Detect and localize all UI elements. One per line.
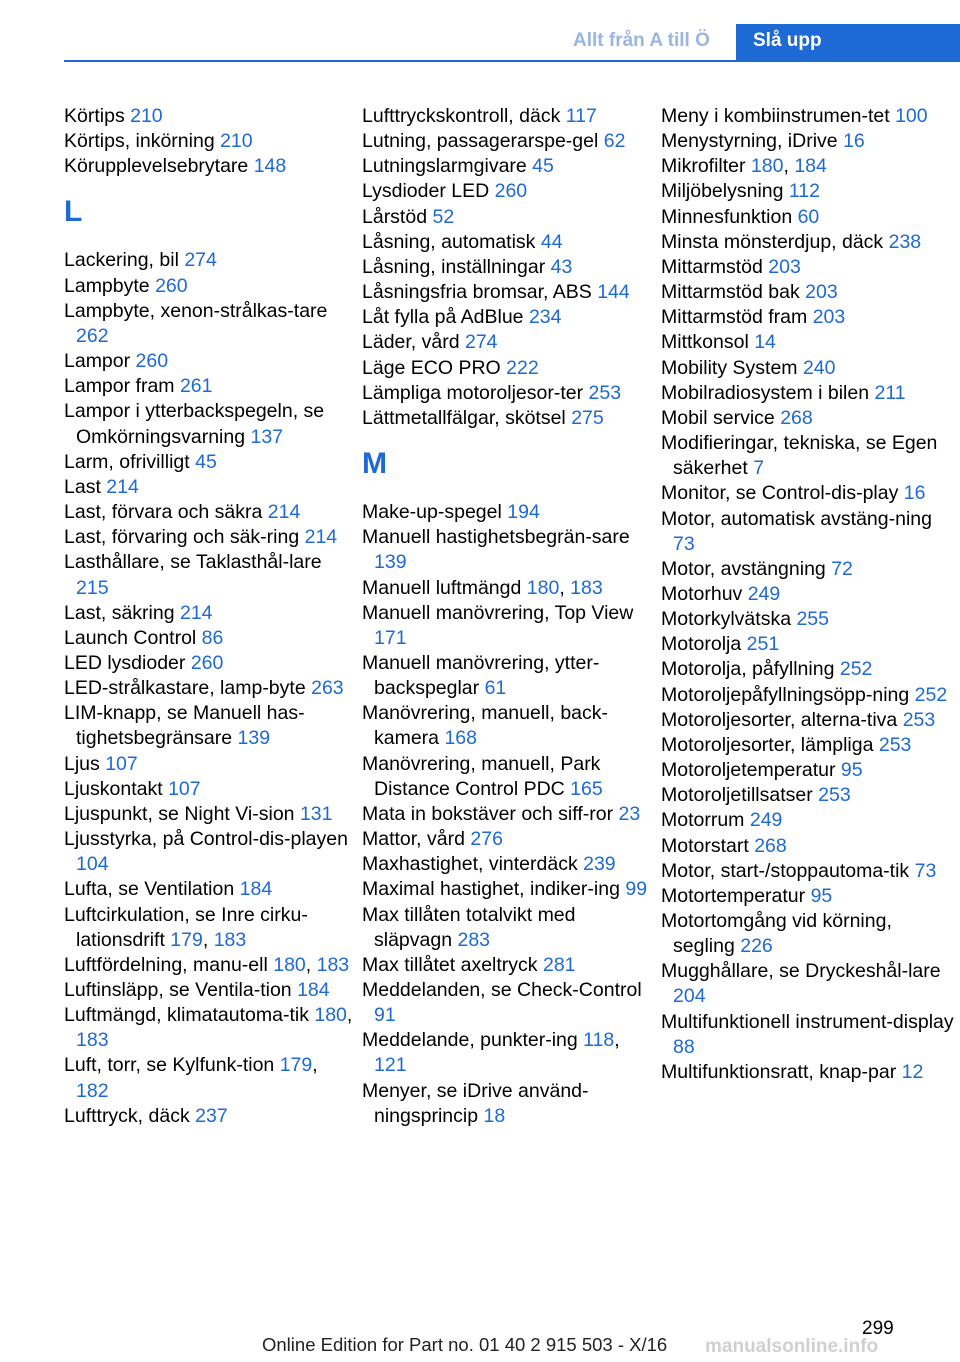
index-entry <box>661 481 957 506</box>
index-entry <box>362 330 652 355</box>
page-link[interactable]: 73 <box>914 859 937 882</box>
index-term: Launch Control <box>64 626 202 649</box>
index-term: Last, förvara och säkra <box>64 501 268 524</box>
index-entry <box>661 381 957 406</box>
index-entry <box>362 280 652 305</box>
page-link[interactable]: 274 <box>464 331 498 354</box>
index-entry <box>661 708 957 733</box>
index-entry <box>362 255 652 280</box>
index-term: Lättmetallfälgar, skötsel <box>362 406 572 429</box>
index-term: Mugghållare, se Dryckeshål-lare <box>661 960 941 983</box>
index-term: Last, förvaring och säk-ring <box>64 526 305 549</box>
page-link[interactable]: 60 <box>797 205 820 228</box>
page-link[interactable]: 253 <box>588 381 622 404</box>
index-entry <box>64 525 354 550</box>
page-link[interactable]: 260 <box>155 274 188 297</box>
page-link[interactable]: 121 <box>374 1054 407 1077</box>
index-term: Mittarmstöd bak <box>661 281 806 304</box>
index-entry <box>661 733 957 758</box>
page-link[interactable]: 210 <box>220 130 253 153</box>
index-term: Motortomgång vid körning, segling <box>661 910 892 958</box>
page-link[interactable]: 274 <box>184 249 217 272</box>
section-tab[interactable]: Allt från A till Ö <box>573 30 710 51</box>
page-link[interactable]: 239 <box>583 853 616 876</box>
index-term: LED lysdioder <box>64 651 191 674</box>
index-entry <box>64 601 354 626</box>
index-term: Manuell luftmängd <box>362 576 527 599</box>
page-header <box>0 0 960 64</box>
index-entry <box>362 500 652 525</box>
index-term: Läge ECO PRO <box>362 356 507 379</box>
page-link[interactable]: 226 <box>740 935 773 958</box>
page-link[interactable]: 88 <box>673 1035 695 1058</box>
index-entry <box>661 255 957 280</box>
index-entry <box>64 349 354 374</box>
page-link[interactable]: 249 <box>749 809 783 832</box>
page-link[interactable]: 168 <box>444 727 477 750</box>
page-link[interactable]: 251 <box>746 633 780 656</box>
index-term: Luftfördelning, manu-ell <box>64 953 274 976</box>
index-entry <box>362 381 652 406</box>
index-term: Motoroljepåfyllningsöpp-ning <box>661 683 915 706</box>
index-term: Lufttryckskontroll, däck <box>362 105 566 127</box>
index-term: Lufttryck, däck <box>64 1104 196 1127</box>
index-term: Mikrofilter <box>661 155 751 178</box>
index-entry <box>661 859 957 884</box>
index-term: Motorkylvätska <box>661 608 797 631</box>
index-entry <box>661 330 957 355</box>
page-link[interactable]: 283 <box>457 928 491 951</box>
index-term: Menystyrning, iDrive <box>661 130 844 153</box>
index-entry <box>362 978 652 1028</box>
index-term: Manövrering, manuell, back-kamera <box>362 702 609 750</box>
page-link[interactable]: 215 <box>76 576 109 599</box>
index-entry <box>661 909 957 959</box>
page-link[interactable]: 148 <box>253 155 287 178</box>
index-entry <box>661 230 957 255</box>
page-link[interactable]: 112 <box>788 180 820 203</box>
page-number: 299 <box>862 1318 894 1339</box>
index-entry <box>64 877 354 902</box>
page-link[interactable]: 180 <box>750 155 784 178</box>
index-entry <box>362 525 652 575</box>
index-entry <box>64 701 354 751</box>
index-entry <box>362 953 652 978</box>
page-link[interactable]: 183 <box>570 576 603 599</box>
index-term: Låt fylla på AdBlue <box>362 306 529 329</box>
page-link[interactable]: 253 <box>878 733 912 756</box>
index-entry <box>362 651 652 701</box>
index-term: Lampor i ytterbackspegeln, se Omkörningsvarning <box>64 400 325 448</box>
page-link[interactable]: 139 <box>237 727 271 750</box>
page-link[interactable]: 183 <box>213 928 247 951</box>
page-link[interactable]: 107 <box>168 777 201 800</box>
index-entry <box>64 104 354 129</box>
index-term: Lasthållare, se Taklasthål-lare <box>64 551 322 574</box>
index-entry <box>661 406 957 431</box>
index-column-3 <box>661 104 957 1085</box>
index-term: Luftcirkulation, se Inre cirku-lationsdrift <box>64 903 308 951</box>
index-entry <box>64 399 354 449</box>
index-entry <box>661 808 957 833</box>
page-link[interactable]: 260 <box>135 350 169 373</box>
index-column-2 <box>362 104 652 1129</box>
page-link[interactable]: 171 <box>374 626 407 649</box>
index-term: Lufta, se Ventilation <box>64 878 240 901</box>
page-link[interactable]: 45 <box>532 155 554 178</box>
index-entry: Luftmängd, klimatautoma-tik 180, 183 <box>64 1004 353 1052</box>
page-link[interactable]: 23 <box>618 802 641 825</box>
index-entry <box>362 802 652 827</box>
page-link[interactable]: 107 <box>105 752 138 775</box>
index-entry <box>362 406 652 431</box>
page-link[interactable]: 184 <box>297 979 330 1001</box>
page-link[interactable]: 210 <box>130 105 163 127</box>
index-entry <box>362 305 652 330</box>
index-entry <box>64 450 354 475</box>
lookup-tab[interactable]: Slå upp <box>736 24 960 61</box>
index-term: Låsning, inställningar <box>362 255 551 278</box>
index-entry <box>661 582 957 607</box>
index-term: Motoroljetillsatser <box>661 784 819 807</box>
page-link[interactable]: 117 <box>565 105 597 127</box>
index-entry <box>661 632 957 657</box>
page-link[interactable]: 203 <box>805 281 838 304</box>
index-term: Luftinsläpp, se Ventila-tion <box>64 979 298 1001</box>
index-entry <box>362 852 652 877</box>
page-link[interactable]: 211 <box>874 381 906 404</box>
watermark: manualsonline.info <box>705 1336 879 1357</box>
index-term: Meny i kombiinstrumen-tet <box>661 105 896 127</box>
index-entry <box>661 280 957 305</box>
page-link[interactable]: 73 <box>673 532 695 555</box>
index-entry <box>64 154 354 179</box>
page-link[interactable]: 268 <box>754 834 787 857</box>
page-link[interactable]: 104 <box>76 853 109 876</box>
index-entry <box>362 752 652 802</box>
index-entry <box>661 129 957 154</box>
index-entry <box>362 104 652 129</box>
index-entry <box>362 827 652 852</box>
index-entry <box>661 557 957 582</box>
index-entry <box>362 1079 652 1129</box>
index-term: Motortemperatur <box>661 884 811 907</box>
index-entry <box>64 550 354 600</box>
index-term: Menyer, se iDrive använd-ningsprincip <box>362 1079 589 1127</box>
page-link[interactable]: 44 <box>540 230 563 253</box>
index-term: Läder, vård <box>362 331 465 354</box>
page-link[interactable]: 12 <box>901 1060 924 1083</box>
index-term: Meddelanden, se Check-Control <box>362 979 642 1001</box>
index-term: Lårstöd <box>362 205 433 228</box>
index-entry <box>64 752 354 777</box>
page-link[interactable]: 252 <box>839 658 873 681</box>
index-entry <box>661 834 957 859</box>
index-term: Körtips, inkörning <box>64 130 221 153</box>
index-term: Motor, avstängning <box>661 557 832 580</box>
index-term: Lutningslarmgivare <box>362 155 533 178</box>
page-link[interactable]: 238 <box>888 230 922 253</box>
index-term: Ljusstyrka, på Control-dis-playen <box>64 828 348 851</box>
index-term: Ljus <box>64 752 106 775</box>
index-term: Manuell manövrering, ytter-backspeglar <box>362 651 600 700</box>
index-entry <box>64 1104 354 1129</box>
index-term: Lampbyte, xenon-strålkas-tare <box>64 299 328 322</box>
section-letter: L <box>64 195 83 229</box>
index-entry <box>661 205 957 230</box>
page-link[interactable]: 222 <box>506 356 539 379</box>
index-term: Motorolja, påfyllning <box>661 658 840 681</box>
index-term: Mobil service <box>661 406 781 429</box>
index-term: Monitor, se Control-dis-play <box>661 482 904 505</box>
page-link[interactable]: 180 <box>526 576 560 599</box>
index-entry <box>362 601 652 651</box>
index-term: Modifieringar, tekniska, se Egen säkerhet <box>661 432 938 480</box>
page-link[interactable]: 263 <box>311 677 344 700</box>
index-term: Ljuspunkt, se Night Vi-sion <box>64 802 300 825</box>
page-link[interactable]: 260 <box>190 651 224 674</box>
page-link[interactable]: 214 <box>179 601 213 624</box>
index-entry <box>661 305 957 330</box>
index-term: Mittkonsol <box>661 331 755 354</box>
page-link[interactable]: 86 <box>201 626 224 649</box>
index-term: Lampbyte <box>64 274 156 297</box>
section-letter: M <box>362 447 387 481</box>
page-link[interactable]: 253 <box>902 708 936 731</box>
page-link[interactable]: 118 <box>583 1029 615 1052</box>
index-entry: Luft, torr, se Kylfunk-tion 179, 182 <box>64 1054 318 1102</box>
page-link[interactable]: 183 <box>76 1029 109 1052</box>
index-term: Max tillåtet axeltryck <box>362 953 543 976</box>
page-link[interactable]: 255 <box>796 608 829 631</box>
page-link[interactable]: 214 <box>106 475 139 498</box>
page-link[interactable]: 182 <box>76 1079 109 1102</box>
index-term: Multifunktionsratt, knap-par <box>661 1060 902 1083</box>
index-entry <box>661 783 957 808</box>
index-term: Lampor <box>64 350 136 373</box>
index-term: Max tillåten totalvikt med släpvagn <box>362 903 576 951</box>
index-entry <box>362 903 652 953</box>
page-link[interactable]: 7 <box>753 457 765 480</box>
index-entry <box>64 274 354 299</box>
index-term: Mattor, vård <box>362 828 471 851</box>
index-entry <box>661 1060 957 1085</box>
index-entry <box>661 507 957 557</box>
index-entry <box>362 179 652 204</box>
index-term: Motoroljesorter, lämpliga <box>661 733 879 756</box>
index-entry <box>661 884 957 909</box>
page-link[interactable]: 45 <box>195 450 217 473</box>
index-entry <box>64 129 354 154</box>
index-term: Mittarmstöd fram <box>661 306 813 329</box>
index-term: Maximal hastighet, indiker-ing <box>362 878 626 901</box>
page-link[interactable]: 52 <box>432 205 455 228</box>
index-term: Mobility System <box>661 356 803 379</box>
index-entry <box>64 248 354 273</box>
page-link[interactable]: 183 <box>316 953 350 976</box>
page-link[interactable]: 180 <box>314 1004 347 1027</box>
page-link[interactable]: 72 <box>831 557 853 580</box>
page-link[interactable]: 275 <box>571 406 604 429</box>
index-term: Mobilradiosystem i bilen <box>661 381 875 404</box>
index-term: Körtips <box>64 105 131 127</box>
page-link[interactable]: 240 <box>802 356 836 379</box>
index-term: LIM-knapp, se Manuell has-tighetsbegränsare <box>64 702 305 750</box>
page-link[interactable]: 137 <box>250 425 284 448</box>
index-entry <box>362 230 652 255</box>
edition-footer: Online Edition for Part no. 01 40 2 915 503 - X/16 <box>262 1334 668 1355</box>
header-rule <box>64 60 960 62</box>
index-term: Minsta mönsterdjup, däck <box>661 230 889 253</box>
index-term: Manövrering, manuell, Park Distance Control PDC <box>362 752 601 800</box>
page-link[interactable]: 204 <box>673 985 706 1008</box>
index-term: Meddelande, punkter-ing <box>362 1029 584 1052</box>
page-link[interactable]: 91 <box>374 1004 396 1027</box>
index-entry: Manuell luftmängd 180, 183 <box>362 576 603 599</box>
index-entry <box>661 758 957 783</box>
page-link[interactable]: 165 <box>570 777 603 800</box>
page-link[interactable]: 179 <box>279 1054 313 1077</box>
index-term: Låsning, automatisk <box>362 230 541 253</box>
index-term: Motorstart <box>661 834 755 857</box>
index-term: Last, säkring <box>64 601 180 624</box>
index-entry <box>661 607 957 632</box>
index-term: Lampor fram <box>64 375 180 398</box>
index-entry <box>64 802 354 827</box>
index-term: Maxhastighet, vinterdäck <box>362 853 584 876</box>
index-entry <box>362 701 652 751</box>
index-entry <box>661 1010 957 1060</box>
index-term: Motoroljesorter, alterna-tiva <box>661 708 903 731</box>
index-entry <box>661 356 957 381</box>
page-link[interactable]: 214 <box>267 501 301 524</box>
index-column-1 <box>64 104 354 1129</box>
index-entry <box>64 374 354 399</box>
index-entry <box>661 179 957 204</box>
index-entry <box>64 676 354 701</box>
index-term: LED-strålkastare, lamp-byte <box>64 677 312 700</box>
index-term: Lackering, bil <box>64 249 185 272</box>
page-link[interactable]: 260 <box>494 180 528 203</box>
index-term: Larm, ofrivilligt <box>64 450 196 473</box>
index-term: Motor, start-/stoppautoma-tik <box>661 859 915 882</box>
index-term: Multifunktionell instrument-display <box>661 1010 954 1033</box>
page-link[interactable]: 180 <box>273 953 306 976</box>
page-link[interactable]: 16 <box>903 482 926 505</box>
index-entry <box>362 129 652 154</box>
index-entry: Mikrofilter 180, 184 <box>661 155 827 178</box>
index-entry <box>64 777 354 802</box>
page-link[interactable]: 61 <box>484 677 507 700</box>
index-term: Låsningsfria bromsar, ABS <box>362 281 598 304</box>
page-link[interactable]: 179 <box>170 928 203 951</box>
index-entry <box>64 299 354 349</box>
index-entry <box>661 104 957 129</box>
page-link[interactable]: 62 <box>603 130 626 153</box>
page-link[interactable]: 249 <box>747 582 781 605</box>
page-link[interactable]: 95 <box>840 759 863 782</box>
index-entry <box>661 959 957 1009</box>
index-term: Lysdioder LED <box>362 180 495 203</box>
index-term: Luft, torr, se Kylfunk-tion <box>64 1054 280 1077</box>
index-entry <box>64 475 354 500</box>
index-entry <box>362 154 652 179</box>
index-entry <box>362 877 652 902</box>
index-term: Ljuskontakt <box>64 777 169 800</box>
index-term: Motorolja <box>661 633 747 656</box>
page-link[interactable]: 16 <box>843 130 865 153</box>
page-link[interactable]: 262 <box>76 324 109 347</box>
page-link[interactable]: 234 <box>528 306 562 329</box>
index-term: Motor, automatisk avstäng-ning <box>661 507 932 530</box>
page-link[interactable]: 139 <box>374 551 407 574</box>
index-term: Minnesfunktion <box>661 205 798 228</box>
page-link[interactable]: 95 <box>810 884 833 907</box>
index-entry <box>362 205 652 230</box>
index-term: Lämpliga motoroljesor-ter <box>362 381 589 404</box>
index-term: Make-up-spegel <box>362 501 508 524</box>
page-link[interactable]: 237 <box>195 1104 228 1127</box>
index-term: Manuell hastighetsbegrän-sare <box>362 526 630 549</box>
page-link[interactable]: 261 <box>179 375 213 398</box>
page-link[interactable]: 18 <box>483 1104 506 1127</box>
index-term: Körupplevelsebrytare <box>64 155 254 178</box>
index-entry: Luftfördelning, manu-ell 180, 183 <box>64 953 350 976</box>
index-term: Motorhuv <box>661 582 748 605</box>
index-term: Motorrum <box>661 809 750 832</box>
page-link[interactable]: 99 <box>625 878 648 901</box>
index-entry: Luftcirkulation, se Inre cirku-lationsdrift 179, 183 <box>64 903 308 951</box>
page-link[interactable]: 214 <box>304 526 338 549</box>
index-entry <box>362 356 652 381</box>
page-link[interactable]: 268 <box>780 406 813 429</box>
index-term: Mata in bokstäver och siff-ror <box>362 802 619 825</box>
page-link[interactable]: 144 <box>597 281 630 304</box>
index-term: Luftmängd, klimatautoma-tik <box>64 1004 315 1027</box>
index-entry: Meddelande, punkter-ing 118, 121 <box>362 1029 620 1077</box>
index-term: Lutning, passagerarspe-gel <box>362 130 604 153</box>
index-entry <box>64 651 354 676</box>
index-term: Manuell manövrering, Top View <box>362 601 634 624</box>
page-link[interactable]: 43 <box>550 255 573 278</box>
page-link[interactable]: 203 <box>812 306 846 329</box>
index-entry <box>661 657 957 682</box>
page-link[interactable]: 276 <box>470 828 503 851</box>
page-link[interactable]: 203 <box>768 255 801 278</box>
index-entry <box>64 500 354 525</box>
index-term: Miljöbelysning <box>661 180 789 203</box>
index-term: Motoroljetemperatur <box>661 759 841 782</box>
index-term: Last <box>64 475 107 498</box>
page-link[interactable]: 14 <box>754 331 776 354</box>
page-link[interactable]: 100 <box>895 105 928 127</box>
page-link[interactable]: 253 <box>818 784 851 807</box>
page-link[interactable]: 194 <box>507 501 540 524</box>
index-term: Mittarmstöd <box>661 255 769 278</box>
page-link[interactable]: 281 <box>542 953 576 976</box>
index-entry <box>661 683 957 708</box>
index-entry <box>64 626 354 651</box>
page-link[interactable]: 131 <box>299 802 333 825</box>
page-link[interactable]: 252 <box>914 683 948 706</box>
page-link[interactable]: 184 <box>239 878 273 901</box>
page-link[interactable]: 184 <box>794 155 827 178</box>
index-entry <box>64 827 354 877</box>
index-entry <box>64 978 354 1003</box>
index-entry <box>661 431 957 481</box>
